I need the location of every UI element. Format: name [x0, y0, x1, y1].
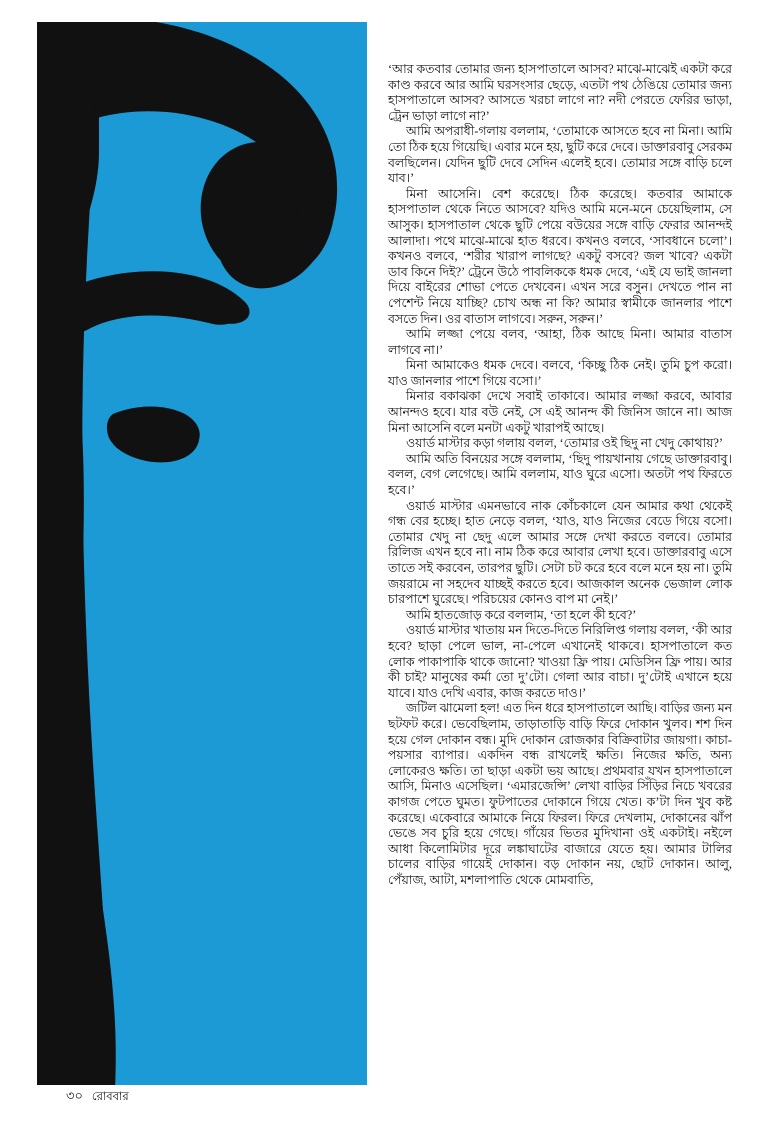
paragraph: আমি অপরাধী-গলায় বললাম, ‘তোমাকে আসতে হবে না মিনা। আমি তো ঠিক হয়ে গিয়েছি। এবার মনে হয়, ছুটি করে দেবে। ডাক্তারবাবু সেরকম বলছিলেন। যেদিন ছুটি দেবে সেদিন এলেই হবে। তোমার সঙ্গে বাড়ি চলে যাব।’: [388, 124, 732, 186]
paragraph: আমি অতি বিনয়ের সঙ্গে বললাম, ‘ছিদু পায়খানায় গেছে ডাক্তারবাবু। বলল, বেগ লেগেছে। আমি বললাম, যাও ঘুরে এসো। অতটা পথ ফিরতে হবে।’: [388, 451, 732, 498]
paragraph: ওয়ার্ড মাস্টার এমনভাবে নাক কোঁচকালে যেন আমার কথা থেকেই গন্ধ বের হচ্ছে। হাত নেড়ে বলল, ‘যাও, যাও নিজের বেডে গিয়ে বসো। তোমার খেদু না ছেদু এলে আমার সঙ্গে দেখা করতে বলবে। তোমার রিলিজ এখন হবে না। নাম ঠিক করে আবার লেখা হবে। ডাক্তারবাবু এসে তাতে সই করবেন, তারপর ছুটি। সেটা চট করে হবে বলে মনে হয় না। তুমি জয়রামে না সহদেব যাচ্ছই করতে হবে। আজকাল অনেক ভেজাল লোক চারপাশে ঘুরেছে। পরিচয়ের কোনও বাপ মা নেই।’: [388, 498, 732, 607]
paragraph: ‘আর কতবার তোমার জন্য হাসপাতালে আসব? মাঝে-মাঝেই একটা করে কাণ্ড করবে আর আমি ঘরসংসার ছেড়ে, এতটা পথ ঠেঙিয়ে তোমার জন্য হাসপাতালে আসব? আসতে খরচা লাগে না? নদী পেরতে ফেরির ভাড়া, ট্রেন ভাড়া লাগে না?’: [388, 62, 732, 123]
face-profile-illustration: [37, 22, 367, 1085]
paragraph: মিনার বকাঝকা দেখে সবাই তাকাবে। আমার লজ্জা করবে, আবার আনন্দও হবে। যার বউ নেই, সে এই আনন্দ কী জিনিস জানে না। আজ মিনা আসেনি বলে মনটা একটু খারাপই আছে।: [388, 389, 732, 435]
paragraph: আমি লজ্জা পেয়ে বলব, ‘আহা, ঠিক আছে মিনা। আমার বাতাস লাগবে না।’: [388, 327, 732, 357]
publication-name: রোববার: [91, 1091, 129, 1103]
page-footer: [66, 1087, 129, 1108]
paragraph: মিনা আমাকেও ধমক দেবে। বলবে, ‘কিচ্ছু ঠিক নেই। তুমি চুপ করো। যাও জানলার পাশে গিয়ে বসো।’: [388, 358, 732, 388]
paragraph: জটিল ঝামেলা হল! এত দিন ধরে হাসপাতালে আছি। বাড়ির জন্য মন ছটফট করে। ভেবেছিলাম, তাড়াতাড়ি বাড়ি ফিরে দোকান খুলব। শশ দিন হয়ে গেল দোকান বন্ধ। মুদি দোকান রোজকার বিক্রিবাটার জায়গা। কাচা-পয়সার ব্যাপার। একদিন বন্ধ রাখলেই ক্ষতি। নিজের ক্ষতি, অন্য লোকেরও ক্ষতি। তা ছাড়া একটা ভয় আছে। প্রথমবার যখন হাসপাতালে আসি, মিনাও এসেছিল। ‘এমারজেন্সি’ লেখা বাড়ির সিঁড়ির নিচে খবরের কাগজ পেতে ঘুমত। ফুটপাতের দোকানে গিয়ে খেত। ক’টা দিন খুব কষ্ট করেছে। একেবারে আমাকে নিয়ে ফিরল। ফিরে দেখলাম, দোকানের ঝাঁপ ভেঙে সব চুরি হয়ে গেছে। গাঁয়ের ভিতর মুদিখানা ওই একটাই। নইলে আধা কিলোমিটার দূরে লঙ্কাঘাটের বাজারে যেতে হয়। আমার টালির চালের বাড়ির গায়েই দোকান। বড় দোকান নয়, ছোট দোকান। আলু, পেঁয়াজ, আটা, মশলাপাতি থেকে মোমবাতি,: [388, 701, 732, 887]
paragraph: ওয়ার্ড মাস্টার কড়া গলায় বলল, ‘তোমার ওই ছিদু না খেদু কোথায়?’: [406, 436, 724, 451]
paragraph: ওয়ার্ড মাস্টার খাতায় মন দিতে-দিতে নিরিলিপ্ত গলায় বলল, ‘কী আর হবে? ছাড়া পেলে ভাল, না-পেলে এখানেই থাকবে। হাসপাতালে কত লোক পাকাপাকি থাকে জানো? খাওয়া ফ্রি পায়। মেডিসিন ফ্রি পায়। আর কী চাই? মানুষের কর্মা তো দু’টো। গেলা আর বাচা। দু’টোই এখানে হয়ে যাবে। যাও দেখি এবার, কাজ করতে দাও।’: [388, 623, 732, 700]
illustration-panel: [37, 22, 367, 1085]
page-number: ৩০: [66, 1088, 83, 1103]
paragraph: আমি হাতজোড় করে বললাম, ‘তা হলে কী হবে?’: [406, 607, 637, 622]
paragraph: মিনা আসেনি। বেশ করেছে। ঠিক করেছে। কতবার আমাকে হাসপাতাল থেকে নিতে আসবে? যদিও আমি মনে-মনে চেয়েছিলাম, সে আসুক। হাসপাতাল থেকে ছুটি পেয়ে বউয়ের সঙ্গে বাড়ি ফেরার আনন্দই আলাদা। পথে মাঝে-মাঝে হাত ধরবে। কখনও বলবে, ‘সাবধানে চলো’। কখনও বলবে, ‘শরীর খারাপ লাগছে? একটু বসবে? জল খাবে? একটা ডাব কিনে দিই?’ ট্রেনে উঠে পাবলিককে ধমক দেবে, ‘এই যে ভাই জানলা দিয়ে বাইরের শোভা পেতে দেখবেন। এখন সরে বসুন। দেখতে পান না পেশেন্ট নিয়ে যাচ্ছি? চোখ অন্ধ না কি? আমার স্বামীকে জানলার পাশে বসতে দিন। ওর বাতাস লাগবে। সরুন, সরুন।’: [388, 186, 732, 326]
article-text-column: [388, 62, 732, 1087]
